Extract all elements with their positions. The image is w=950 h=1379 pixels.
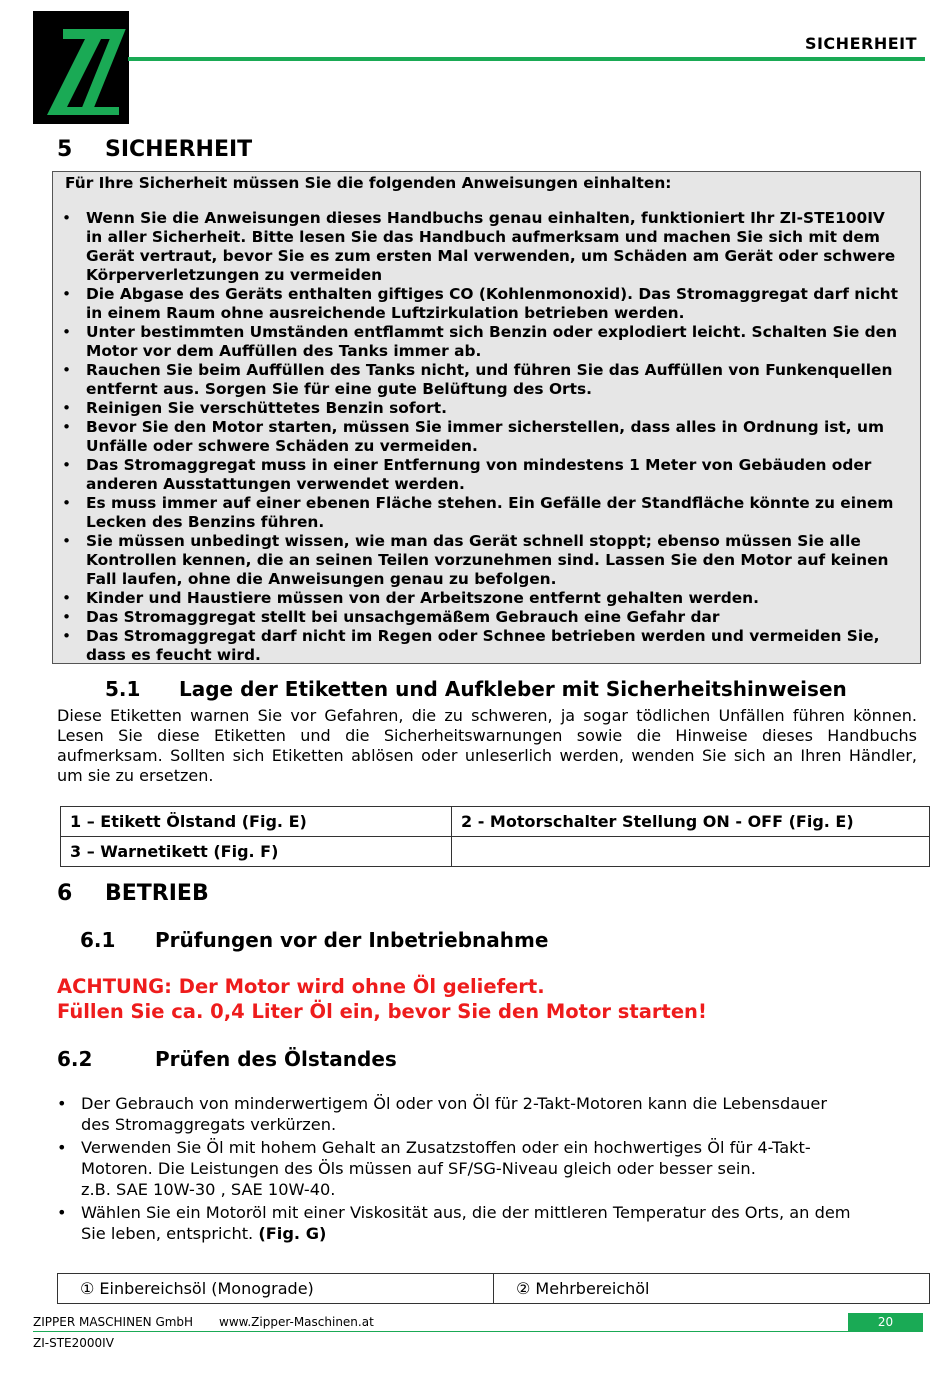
safety-list [53,209,913,665]
header-title: SICHERHEIT [804,34,917,53]
list-item-line: • Die Abgase des Geräts enthalten giftiges CO (Kohlenmonoxid). Das Stromaggregat darf nicht [86,285,898,303]
list-item-line: • Wenn Sie die Anweisungen dieses Handbuchs genau einhalten, funktioniert Ihr ZI-STE100IV [86,209,885,227]
list-item-line: Unfälle oder schwere Schäden zu vermeiden. [86,437,478,455]
section-title: Lage der Etiketten und Aufkleber mit Sicherheitshinweisen [179,677,847,701]
list-item-text: z.B. SAE 10W-30 , SAE 10W-40. [81,1180,336,1199]
list-item [53,323,913,361]
list-item-line: Körperverletzungen zu vermeiden [86,266,383,284]
list-item-line: Fall laufen, ohne die Anweisungen genau zu befolgen. [86,570,557,588]
table-cell: ② Mehrbereichöl [494,1274,930,1304]
list-item [53,209,913,285]
list-item-line: • Es muss immer auf einer ebenen Fläche stehen. Ein Gefälle der Standfläche könnte zu einem [86,494,894,512]
list-item [53,361,913,399]
section-number: 5.1 [105,677,141,701]
list-item-line [81,1179,922,1200]
list-item [53,285,913,323]
labels-paragraph: Diese Etiketten warnen Sie vor Gefahren, die zu schweren, ja sogar tödlichen Unfällen führen können. Lesen Sie diese Etiketten und die Sicherheitswarnungen sowie die Hinweise dieses Handbuchs aufmerksam. Sollten sich Etiketten ablösen oder unleserlich werden, wenden Sie sich an Ihren Händler, um sie zu ersetzen. [57,706,917,785]
list-item-text: Verwenden Sie Öl mit hohem Gehalt an Zusatzstoffen oder ein hochwertiges Öl für 4-Takt- [81,1138,811,1157]
oil-warning [57,974,707,1024]
list-item-line: • Das Stromaggregat muss in einer Entfernung von mindestens 1 Meter von Gebäuden oder [86,456,872,474]
list-item-line: in aller Sicherheit. Bitte lesen Sie das Handbuch aufmerksam und machen Sie sich mit dem [86,228,880,246]
oil-check-list [57,1093,922,1246]
list-item [57,1093,922,1135]
list-item [53,418,913,456]
section-title: Prüfungen vor der Inbetriebnahme [155,928,549,952]
list-item [53,627,913,665]
safety-intro: Für Ihre Sicherheit müssen Sie die folgenden Anweisungen einhalten: [65,174,672,192]
labels-table [60,806,930,867]
list-item [53,456,913,494]
table-row [58,1274,930,1304]
section-number: 6.2 [57,1047,93,1071]
list-item-line [81,1114,922,1135]
section-6-1-heading [80,928,548,952]
list-item-line: Motor vor dem Auffüllen des Tanks immer ab. [86,342,482,360]
table-cell: ① Einbereichsöl (Monograde) [58,1274,494,1304]
section-number: 6 [57,881,73,906]
page-number: 20 [848,1313,923,1331]
list-item-line [81,1223,922,1244]
footer-divider [33,1331,923,1332]
list-item-line: • Reinigen Sie verschüttetes Benzin sofort. [86,399,447,417]
list-item-line: • Kinder und Haustiere müssen von der Arbeitszone entfernt gehalten werden. [86,589,759,607]
list-item-line: • Rauchen Sie beim Auffüllen des Tanks nicht, und führen Sie das Auffüllen von Funkenquellen [86,361,893,379]
section-5-1-heading [105,677,847,701]
table-row [61,807,930,837]
list-item-line: • Sie müssen unbedingt wissen, wie man das Gerät schnell stoppt; ebenso müssen Sie alle [86,532,861,550]
list-item-text: Sie leben, entspricht. [81,1224,259,1243]
list-item-line: Lecken des Benzins führen. [86,513,325,531]
zipper-logo [33,11,129,124]
list-item-line: entfernt aus. Sorgen Sie für eine gute Belüftung des Orts. [86,380,592,398]
section-number: 6.1 [80,928,116,952]
section-6-heading [57,881,209,906]
list-item-line [81,1137,922,1158]
list-item-line: • Das Stromaggregat darf nicht im Regen oder Schnee betrieben werden und vermeiden Sie, [86,627,880,645]
table-row [61,837,930,867]
table-cell [452,837,930,867]
list-item-line [81,1158,922,1179]
list-item-text: Der Gebrauch von minderwertigem Öl oder von Öl für 2-Takt-Motoren kann die Lebensdauer [81,1094,828,1113]
section-6-2-heading [57,1047,397,1071]
section-title: BETRIEB [105,881,209,906]
header-divider [128,57,925,61]
list-item [53,589,913,608]
list-item-line: anderen Ausstattungen verwendet werden. [86,475,465,493]
warning-line: ACHTUNG: Der Motor wird ohne Öl geliefert. [57,975,545,998]
list-item-line: • Bevor Sie den Motor starten, müssen Sie immer sicherstellen, dass alles in Ordnung ist, um [86,418,884,436]
list-item [53,399,913,418]
warning-line: Füllen Sie ca. 0,4 Liter Öl ein, bevor Sie den Motor starten! [57,1000,707,1023]
list-item [53,532,913,589]
list-item-line: Kontrollen kennen, die an seinen Teilen vorzunehmen sind. Lassen Sie den Motor auf keinen [86,551,889,569]
list-item-line [81,1202,922,1223]
list-item-text: Motoren. Die Leistungen des Öls müssen auf SF/SG-Niveau gleich oder besser sein. [81,1159,756,1178]
footer-company: ZIPPER MASCHINEN GmbH [33,1315,194,1329]
table-cell: 2 - Motorschalter Stellung ON - OFF (Fig. E) [452,807,930,837]
list-item-text: Wählen Sie ein Motoröl mit einer Viskosität aus, die der mittleren Temperatur des Orts, an dem [81,1203,851,1222]
list-item [53,494,913,532]
footer-website: www.Zipper-Maschinen.at [219,1315,374,1329]
footer-model: ZI-STE2000IV [33,1336,114,1350]
list-item-line: dass es feucht wird. [86,646,261,664]
section-title: SICHERHEIT [105,137,253,162]
list-item-line: • Das Stromaggregat stellt bei unsachgemäßem Gebrauch eine Gefahr dar [86,608,720,626]
table-cell: 3 – Warnetikett (Fig. F) [61,837,452,867]
list-item-line: Gerät vertraut, bevor Sie es zum ersten Mal verwenden, um Schäden am Gerät oder schwere [86,247,896,265]
list-item-line [81,1093,922,1114]
list-item-line: in einem Raum ohne ausreichende Luftzirkulation betrieben werden. [86,304,685,322]
list-item-line: • Unter bestimmten Umständen entflammt sich Benzin oder explodiert leicht. Schalten Sie den [86,323,898,341]
list-item [57,1137,922,1200]
section-number: 5 [57,137,73,162]
figure-reference: (Fig. G) [258,1224,327,1243]
list-item-text: des Stromaggregats verkürzen. [81,1115,337,1134]
section-title: Prüfen des Ölstandes [155,1047,397,1071]
list-item [53,608,913,627]
table-cell: 1 – Etikett Ölstand (Fig. E) [61,807,452,837]
section-5-heading [57,137,252,162]
oil-type-table [57,1273,930,1304]
safety-instructions-box [52,171,921,664]
list-item [57,1202,922,1244]
